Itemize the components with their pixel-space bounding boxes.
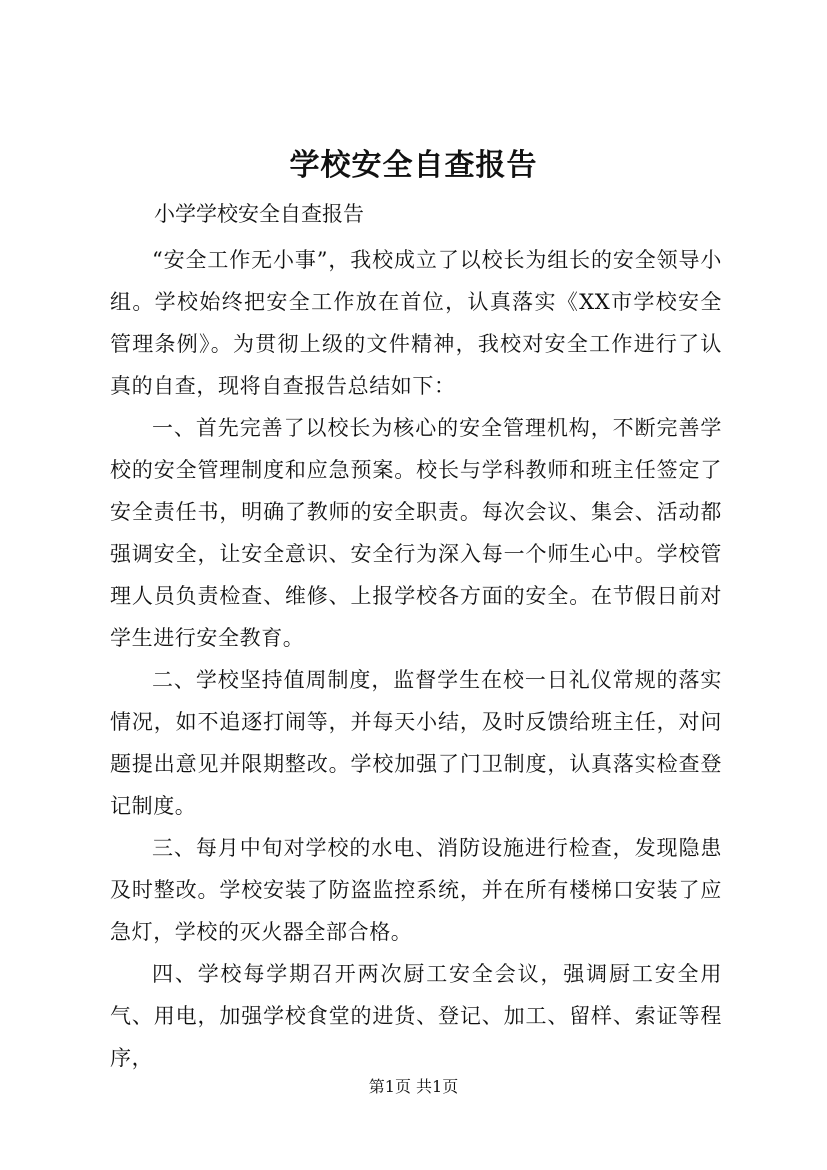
paragraph-four: 四、学校每学期召开两次厨工安全会议，强调厨工安全用气、用电，加强学校食堂的进货、登记、加工、留样、索证等程序， [110, 962, 722, 1070]
paragraph-one: 一、首先完善了以校长为核心的安全管理机构，不断完善学校的安全管理制度和应急预案。校长与学科教师和班主任签定了安全责任书，明确了教师的安全职责。每次会议、集会、活动都强调安全，让安全意识、安全行为深入每一个师生心中。学校管理人员负责检查、维修、上报学校各方面的安全。在节假日前对学生进行安全教育。 [110, 416, 722, 650]
document-title: 学校安全自查报告 [289, 148, 538, 183]
paragraph-intro: “安全工作无小事”，我校成立了以校长为组长的安全领导小组。学校始终把安全工作放在首位，认真落实《XX市学校安全管理条例》。为贯彻上级的文件精神，我校对安全工作进行了认真的自查，现将自查报告总结如下： [110, 248, 722, 398]
document-subtitle: 小学学校安全自查报告 [154, 202, 364, 226]
paragraph-two: 二、学校坚持值周制度，监督学生在校一日礼仪常规的落实情况，如不追逐打闹等，并每天小结，及时反馈给班主任，对问题提出意见并限期整改。学校加强了门卫制度，认真落实检查登记制度。 [110, 668, 722, 818]
paragraph-three: 三、每月中旬对学校的水电、消防设施进行检查，发现隐患及时整改。学校安装了防盗监控系统，并在所有楼梯口安装了应急灯，学校的灭火器全部合格。 [110, 836, 722, 944]
document-body [110, 239, 722, 1079]
page-footer: 第1页 共1页 [368, 1077, 459, 1096]
